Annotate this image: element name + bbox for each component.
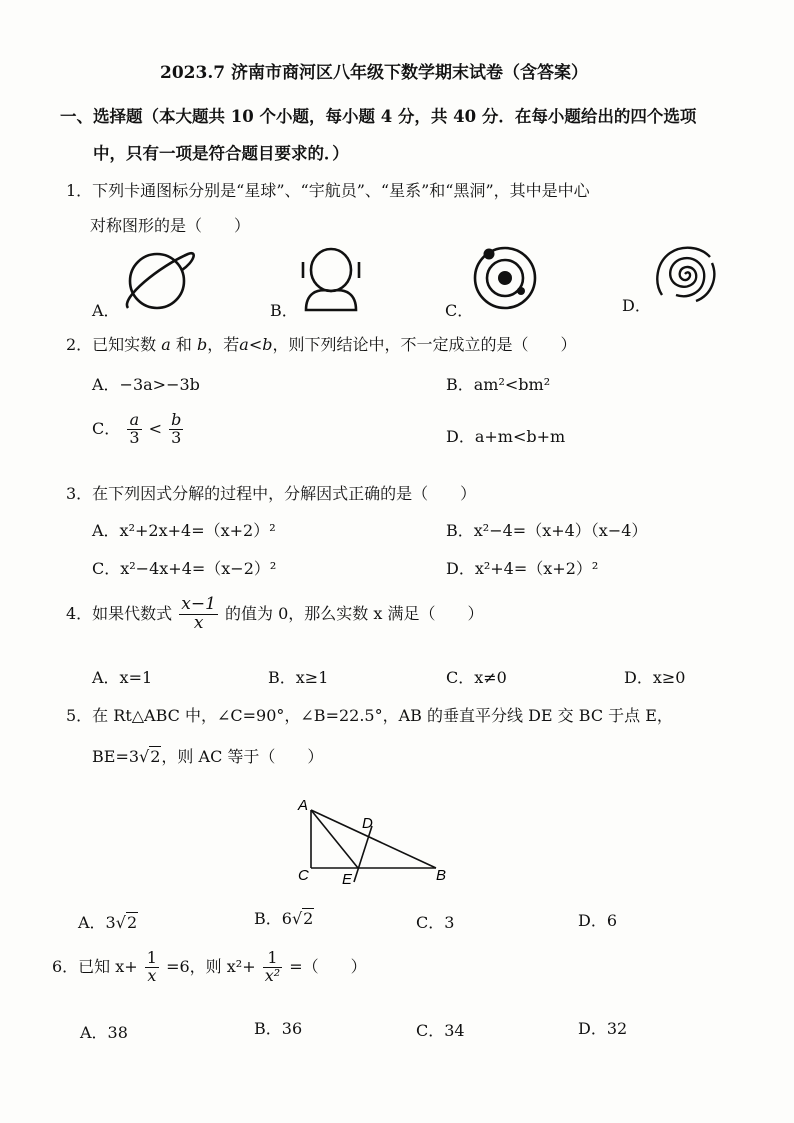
section-heading-line1: 一、选择题（本大题共 10 个小题，每小题 4 分，共 40 分．在每小题给出的四个选项 xyxy=(60,107,697,126)
q2-stem-mid: ，若 xyxy=(207,335,240,354)
q4-stem-post: 的值为 0，那么实数 x 满足（ ） xyxy=(225,603,484,623)
q6-option-b[interactable]: B．36 xyxy=(254,1019,303,1038)
q6-option-c[interactable]: C．34 xyxy=(416,1021,465,1040)
page-title: 2023.7 济南市商河区八年级下数学期末试卷（含答案） xyxy=(160,63,588,83)
q2-var-b: b xyxy=(197,335,208,354)
q6-f2-den: x² xyxy=(264,965,281,985)
q2-stem-post: ，则下列结论中，不一定成立的是（ ） xyxy=(272,335,577,354)
q5-b-radicand: 2 xyxy=(303,909,314,928)
q2-option-c[interactable] xyxy=(92,412,185,447)
q3-stem: 3．在下列因式分解的过程中，分解因式正确的是（ ） xyxy=(66,484,477,503)
q1-stem-line1: 1．下列卡通图标分别是“星球”、“宇航员”、“星系”和“黑洞”，其中是中心 xyxy=(66,181,590,200)
q2-option-c-label: C． xyxy=(92,418,121,438)
q5-a-pre: A．3 xyxy=(78,913,116,932)
q4-frac-den: x xyxy=(193,612,204,633)
q6-option-d[interactable]: D．32 xyxy=(578,1019,628,1038)
q2-c-right-den: 3 xyxy=(171,427,182,447)
q5-b-pre: B．6 xyxy=(254,909,292,928)
figure-label-c: C xyxy=(298,867,309,884)
q6-stem-post: =（ ） xyxy=(289,956,367,976)
black-hole-icon xyxy=(652,243,718,305)
galaxy-icon xyxy=(470,243,540,313)
q2-var-a: a xyxy=(161,335,171,354)
q5-option-c[interactable]: C．3 xyxy=(416,913,455,932)
q6-f1-num: 1 xyxy=(146,948,157,967)
q2-option-d[interactable]: D．a+m<b+m xyxy=(446,427,566,446)
triangle-figure xyxy=(290,796,460,896)
q3-option-d[interactable]: D．x²+4=（x+2）² xyxy=(446,559,599,578)
q4-option-d[interactable]: D．x≥0 xyxy=(624,668,686,687)
q5-line2-pre: BE=3 xyxy=(92,747,140,766)
q2-stem xyxy=(66,332,577,355)
q2-stem-pre: 2．已知实数 xyxy=(66,335,157,354)
q4-option-b[interactable]: B．x≥1 xyxy=(268,668,329,687)
q3-option-c[interactable]: C．x²−4x+4=（x−2）² xyxy=(92,559,277,578)
figure-label-d: D xyxy=(362,815,373,832)
q2-c-right-num: b xyxy=(171,410,182,429)
q5-option-b[interactable]: B．6√2 xyxy=(254,909,314,928)
q1-option-c[interactable]: C． xyxy=(445,301,474,320)
q6-f2-num: 1 xyxy=(263,950,282,968)
q4-stem xyxy=(66,596,484,633)
q2-c-lt: < xyxy=(148,418,163,438)
q3-option-a[interactable]: A．x²+2x+4=（x+2）² xyxy=(92,521,276,540)
q5-option-d[interactable]: D．6 xyxy=(578,911,618,930)
astronaut-icon xyxy=(298,246,364,314)
q5-option-a[interactable]: A．3√2 xyxy=(78,913,138,932)
q5-line2-post: ，则 AC 等于（ ） xyxy=(161,747,324,766)
q1-option-d[interactable]: D． xyxy=(622,296,651,315)
q6-f1-den: x xyxy=(147,965,157,985)
q1-option-b[interactable]: B． xyxy=(270,301,298,320)
q4-stem-pre: 4．如果代数式 xyxy=(66,603,173,623)
q4-option-a[interactable]: A．x=1 xyxy=(92,668,153,687)
q2-stem-and: 和 xyxy=(175,335,192,354)
q3-option-b[interactable]: B．x²−4=（x+4）（x−4） xyxy=(446,521,648,540)
q2-option-a[interactable]: A．−3a>−3b xyxy=(92,375,200,394)
q5-a-radicand: 2 xyxy=(126,913,138,932)
q2-c-left-num: a xyxy=(127,412,141,430)
figure-label-b: B xyxy=(436,867,447,884)
q2-c-left-den: 3 xyxy=(129,427,140,447)
figure-label-e: E xyxy=(342,871,353,888)
q6-stem-pre: 6．已知 x+ xyxy=(52,956,138,976)
q4-frac-num: x−1 xyxy=(181,594,216,614)
figure-label-a: A xyxy=(298,797,309,814)
q6-stem xyxy=(52,950,367,985)
q4-option-c[interactable]: C．x≠0 xyxy=(446,668,507,687)
planet-icon xyxy=(120,246,195,316)
q1-option-a[interactable]: A． xyxy=(92,301,120,320)
q5-line2-radicand: 2 xyxy=(150,747,161,766)
q2-condition: a<b xyxy=(239,335,273,354)
q5-stem-line1: 5．在 Rt△ABC 中，∠C=90°，∠B=22.5°，AB 的垂直平分线 DE 交 BC 于点 E， xyxy=(66,706,673,725)
section-heading-line2: 中，只有一项是符合题目要求的．） xyxy=(93,144,349,163)
q2-option-b[interactable]: B．am²<bm² xyxy=(446,375,551,394)
q5-stem-line2: BE=3√2，则 AC 等于（ ） xyxy=(92,747,324,766)
q6-stem-mid: =6，则 x²+ xyxy=(166,956,256,976)
q6-option-a[interactable]: A．38 xyxy=(80,1023,128,1042)
q1-stem-line2: 对称图形的是（ ） xyxy=(90,216,251,235)
